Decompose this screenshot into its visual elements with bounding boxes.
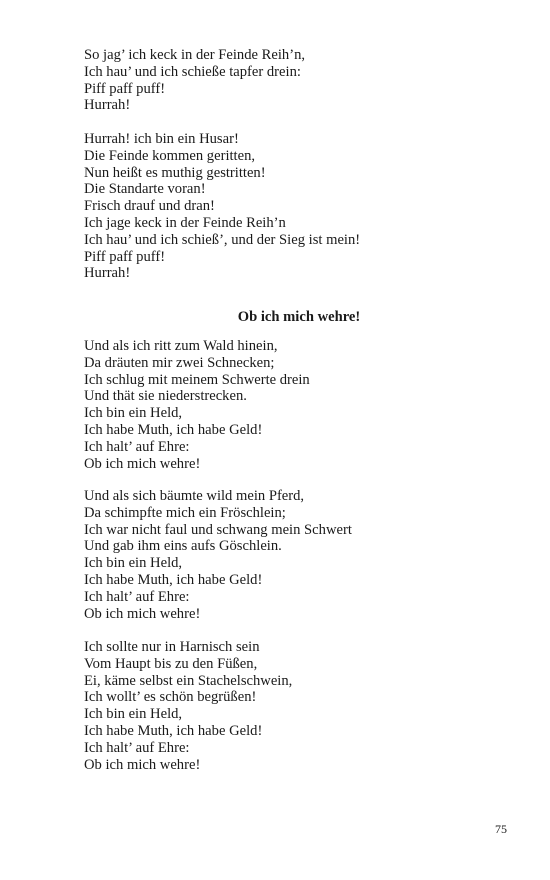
poem-line: Ich halt’ auf Ehre: xyxy=(84,588,190,605)
poem-line: Hurrah! ich bin ein Husar! xyxy=(84,131,239,147)
poem-line: Ich schlug mit meinem Schwerte drein xyxy=(84,371,310,388)
poem-line: Die Feinde kommen geritten, xyxy=(84,147,256,164)
poem-line: Ei, käme selbst ein Stachelschwein, xyxy=(84,672,293,689)
poem-line: Ich hau’ und ich schieße tapfer drein: xyxy=(84,63,301,80)
poem-line: Piff paff puff! xyxy=(84,248,166,265)
poem-line: Ich hau’ und ich schieß’, und der Sieg ist mein! xyxy=(84,231,361,248)
poem-line: Vom Haupt bis zu den Füßen, xyxy=(84,655,258,672)
poem-line: Ob ich mich wehre! xyxy=(84,605,201,622)
poem-line: Und als sich bäumte wild mein Pferd, xyxy=(84,488,305,504)
poem-title: Ob ich mich wehre! xyxy=(237,309,361,325)
poem-line: Hurrah! xyxy=(84,97,131,114)
poem-line: Ich bin ein Held, xyxy=(84,706,183,723)
poem-line: Nun heißt es muthig gestritten! xyxy=(84,164,266,181)
poem1-stanza-1 xyxy=(84,47,305,114)
poem-line: Ich wollt’ es schön begrüßen! xyxy=(84,689,257,706)
poem2-stanza-2 xyxy=(84,488,352,622)
poem-line: Ich war nicht faul und schwang mein Schwert xyxy=(84,521,352,538)
poem1-stanza-2 xyxy=(84,131,360,282)
poem-line: Und thät sie niederstrecken. xyxy=(84,388,247,405)
poem-line: Hurrah! xyxy=(84,265,131,282)
poem-line: Und als ich ritt zum Wald hinein, xyxy=(84,338,278,354)
poem-line: Ob ich mich wehre! xyxy=(84,455,201,472)
poem-line: Ich habe Muth, ich habe Geld! xyxy=(84,722,263,739)
poem-line: So jag’ ich keck in der Feinde Reih’n, xyxy=(84,47,306,63)
poem-line: Ich bin ein Held, xyxy=(84,555,183,572)
poem-line: Da dräuten mir zwei Schnecken; xyxy=(84,354,275,371)
poem-line: Piff paff puff! xyxy=(84,80,166,97)
poem-line: Ich bin ein Held, xyxy=(84,405,183,422)
poem-line: Ich sollte nur in Harnisch sein xyxy=(84,639,260,655)
poem-line: Ich halt’ auf Ehre: xyxy=(84,438,190,455)
poem2-stanza-1 xyxy=(84,338,310,472)
poem-line: Da schimpfte mich ein Fröschlein; xyxy=(84,504,286,521)
poem-line: Die Standarte voran! xyxy=(84,181,206,198)
poem-line: Ich jage keck in der Feinde Reih’n xyxy=(84,214,286,231)
poem-line: Ich halt’ auf Ehre: xyxy=(84,739,190,756)
poem2-stanza-3 xyxy=(84,639,292,773)
page-number: 75 xyxy=(495,822,507,836)
poem-line: Und gab ihm eins aufs Göschlein. xyxy=(84,538,282,555)
poem-line: Frisch drauf und dran! xyxy=(84,198,215,215)
poem-title-container xyxy=(84,309,514,326)
poem-line: Ob ich mich wehre! xyxy=(84,756,201,773)
poem-line: Ich habe Muth, ich habe Geld! xyxy=(84,571,263,588)
poem-line: Ich habe Muth, ich habe Geld! xyxy=(84,421,263,438)
